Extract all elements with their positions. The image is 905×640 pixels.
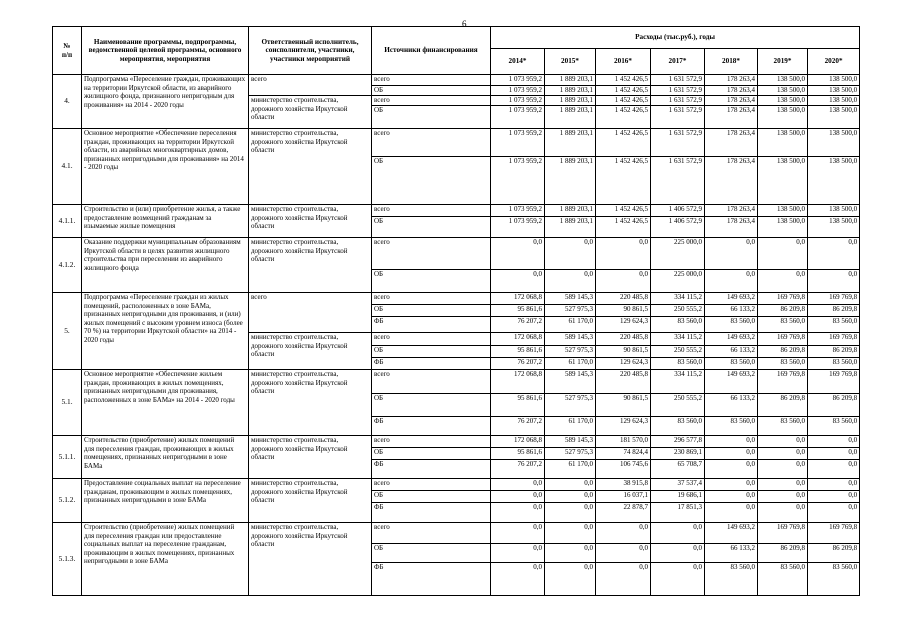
responsible-executor: министерство строительства, дорожного хозяйства Иркутской области: [249, 238, 372, 293]
expense-value: 0,0: [545, 503, 596, 523]
responsible-executor: министерство строительства, дорожного хозяйства Иркутской области: [249, 479, 372, 523]
expense-value: 0,0: [596, 563, 651, 596]
header-year: 2016*: [596, 49, 651, 75]
expense-value: 86 209,8: [758, 544, 808, 563]
funding-source: ФБ: [372, 317, 491, 333]
expense-value: 527 975,3: [545, 346, 596, 358]
expense-value: 178 263,4: [705, 86, 758, 96]
expense-value: 1 631 572,9: [651, 129, 705, 157]
expense-value: 527 975,3: [545, 305, 596, 317]
expense-value: 0,0: [758, 479, 808, 491]
expense-value: 0,0: [705, 436, 758, 448]
table-row: [53, 523, 860, 544]
expense-value: 61 170,0: [545, 460, 596, 479]
expense-value: 0,0: [491, 523, 545, 544]
item-name: Оказание поддержки муниципальным образованиям Иркутской области в целях развития жилищного строительства при переселении из аварийного жилищного фонда: [82, 238, 249, 293]
expense-value: 138 500,0: [808, 75, 860, 86]
expense-value: 1 073 959,2: [491, 129, 545, 157]
expense-value: 1 452 426,5: [596, 129, 651, 157]
expense-value: 66 133,2: [705, 544, 758, 563]
expense-value: 178 263,4: [705, 96, 758, 106]
funding-source: ОБ: [372, 491, 491, 503]
responsible-executor: министерство строительства, дорожного хозяйства Иркутской области: [249, 523, 372, 596]
responsible-executor: министерство строительства, дорожного хозяйства Иркутской области: [249, 436, 372, 479]
expense-value: 169 769,8: [758, 293, 808, 305]
expense-value: 90 861,5: [596, 346, 651, 358]
expense-value: 589 145,3: [545, 293, 596, 305]
expense-value: 230 869,1: [651, 448, 705, 460]
expense-value: 1 452 426,5: [596, 86, 651, 96]
expense-value: 1 631 572,9: [651, 106, 705, 129]
expense-value: 178 263,4: [705, 217, 758, 238]
expense-value: 0,0: [808, 448, 860, 460]
expense-value: 19 686,1: [651, 491, 705, 503]
header-responsible: Ответственный исполнитель, соисполнители, участники, участники мероприятий: [249, 27, 372, 75]
item-number: 5.1.1.: [53, 436, 82, 479]
table-row: [53, 205, 860, 217]
expense-value: 169 769,8: [758, 370, 808, 394]
expense-value: 129 624,3: [596, 317, 651, 333]
table-row: [53, 293, 860, 305]
expense-value: 1 889 203,1: [545, 75, 596, 86]
expense-value: 220 485,8: [596, 333, 651, 346]
table-row: [53, 75, 860, 86]
funding-source: всего: [372, 333, 491, 346]
item-name: Строительство (приобретение) жилых помещений для переселения граждан, проживающих в жилых помещениях, признанных непригодными в зоне БАМа: [82, 436, 249, 479]
expense-value: 138 500,0: [758, 205, 808, 217]
expense-value: 169 769,8: [758, 333, 808, 346]
expense-value: 0,0: [808, 479, 860, 491]
item-number: 4.1.1.: [53, 205, 82, 238]
expense-value: 90 861,5: [596, 394, 651, 417]
expense-value: 172 068,8: [491, 436, 545, 448]
funding-source: всего: [372, 96, 491, 106]
expense-value: 1 452 426,5: [596, 96, 651, 106]
expense-value: 0,0: [651, 563, 705, 596]
expense-value: 38 915,8: [596, 479, 651, 491]
item-name: Строительство (приобретение) жилых помещений для переселения граждан или предоставление социальных выплат на переселение гражданам, проживающим в жилых помещениях, признанных непригодными в зоне БАМа: [82, 523, 249, 596]
expense-value: 0,0: [596, 238, 651, 270]
expense-value: 0,0: [545, 238, 596, 270]
expense-value: 83 560,0: [808, 358, 860, 370]
funding-source: ОБ: [372, 394, 491, 417]
expense-value: 61 170,0: [545, 358, 596, 370]
funding-source: ФБ: [372, 460, 491, 479]
expense-value: 95 861,6: [491, 448, 545, 460]
table-row: [53, 238, 860, 270]
expense-value: 172 068,8: [491, 370, 545, 394]
expense-value: 138 500,0: [758, 86, 808, 96]
table-row: [53, 370, 860, 394]
expense-value: 1 452 426,5: [596, 217, 651, 238]
expense-value: 169 769,8: [808, 293, 860, 305]
expense-value: 250 555,2: [651, 346, 705, 358]
expense-value: 83 560,0: [705, 358, 758, 370]
expense-value: 1 073 959,2: [491, 106, 545, 129]
expense-value: 0,0: [491, 238, 545, 270]
expense-value: 220 485,8: [596, 293, 651, 305]
item-name: Основное мероприятие «Обеспечение переселения граждан, проживающих на территории Иркутской области, из аварийных многоквартирных домов, признанных непригодными для проживания» на 2014 - 2020 годы: [82, 129, 249, 205]
expense-value: 0,0: [545, 491, 596, 503]
expense-value: 1 452 426,5: [596, 157, 651, 205]
responsible-executor: министерство строительства, дорожного хозяйства Иркутской области: [249, 96, 372, 129]
responsible-executor: министерство строительства, дорожного хозяйства Иркутской области: [249, 205, 372, 238]
table-row: [53, 479, 860, 491]
item-number: 5.1.2.: [53, 479, 82, 523]
expense-value: 138 500,0: [808, 96, 860, 106]
expense-value: 22 878,7: [596, 503, 651, 523]
expense-value: 169 769,8: [808, 370, 860, 394]
funding-source: ФБ: [372, 358, 491, 370]
expense-value: 0,0: [705, 491, 758, 503]
expense-value: 589 145,3: [545, 370, 596, 394]
funding-source: ОБ: [372, 86, 491, 96]
expense-value: 86 209,8: [808, 544, 860, 563]
expense-value: 0,0: [545, 563, 596, 596]
funding-source: ОБ: [372, 270, 491, 293]
expense-value: 76 207,2: [491, 358, 545, 370]
funding-source: всего: [372, 129, 491, 157]
expense-value: 0,0: [596, 523, 651, 544]
header-name: Наименование программы, подпрограммы, ведомственной целевой программы, основного мероприятия, мероприятия: [82, 27, 249, 75]
expense-value: 0,0: [758, 491, 808, 503]
funding-source: ОБ: [372, 305, 491, 317]
funding-source: ОБ: [372, 346, 491, 358]
expense-value: 0,0: [545, 479, 596, 491]
expense-value: 61 170,0: [545, 317, 596, 333]
expense-value: 1 452 426,5: [596, 106, 651, 129]
expense-value: 334 115,2: [651, 333, 705, 346]
expense-value: 250 555,2: [651, 394, 705, 417]
expense-value: 1 452 426,5: [596, 205, 651, 217]
expense-value: 149 693,2: [705, 293, 758, 305]
header-expenses: Расходы (тыс.руб.), годы: [491, 27, 860, 49]
item-name: Строительство и (или) приобретение жилья, а также предоставление возмещений гражданам за изымаемые жилые помещения: [82, 205, 249, 238]
expense-value: 172 068,8: [491, 293, 545, 305]
expense-value: 0,0: [808, 491, 860, 503]
expense-value: 1 406 572,9: [651, 205, 705, 217]
expense-value: 86 209,8: [808, 394, 860, 417]
expense-value: 1 889 203,1: [545, 157, 596, 205]
expense-value: 106 745,6: [596, 460, 651, 479]
expense-value: 0,0: [808, 436, 860, 448]
expense-value: 0,0: [758, 503, 808, 523]
item-number: 5.1.: [53, 370, 82, 436]
funding-source: всего: [372, 75, 491, 86]
header-year: 2020*: [808, 49, 860, 75]
expense-value: 76 207,2: [491, 417, 545, 436]
expense-value: 225 000,0: [651, 270, 705, 293]
expense-value: 138 500,0: [758, 129, 808, 157]
expense-value: 172 068,8: [491, 333, 545, 346]
table-row: [53, 436, 860, 448]
expense-value: 0,0: [596, 270, 651, 293]
expense-value: 0,0: [808, 270, 860, 293]
expense-value: 169 769,8: [758, 523, 808, 544]
header-year: 2014*: [491, 49, 545, 75]
expense-value: 65 708,7: [651, 460, 705, 479]
expense-value: 149 693,2: [705, 523, 758, 544]
expense-value: 0,0: [651, 544, 705, 563]
expense-value: 1 073 959,2: [491, 157, 545, 205]
funding-source: всего: [372, 436, 491, 448]
expense-value: 86 209,8: [808, 346, 860, 358]
expense-value: 138 500,0: [758, 157, 808, 205]
expense-value: 86 209,8: [758, 394, 808, 417]
expense-value: 1 889 203,1: [545, 96, 596, 106]
expense-value: 83 560,0: [808, 563, 860, 596]
expense-value: 0,0: [705, 460, 758, 479]
expense-value: 0,0: [705, 503, 758, 523]
header-year: 2018*: [705, 49, 758, 75]
expense-value: 0,0: [491, 544, 545, 563]
funding-source: ФБ: [372, 503, 491, 523]
item-number: 4.: [53, 75, 82, 129]
header-no: № п/п: [53, 27, 82, 75]
expense-value: 83 560,0: [758, 317, 808, 333]
expense-value: 74 824,4: [596, 448, 651, 460]
header-year: 2017*: [651, 49, 705, 75]
expense-value: 83 560,0: [758, 563, 808, 596]
expense-value: 0,0: [491, 479, 545, 491]
expense-value: 61 170,0: [545, 417, 596, 436]
expense-value: 0,0: [545, 523, 596, 544]
expense-value: 138 500,0: [808, 86, 860, 96]
table-row: [53, 129, 860, 157]
expense-value: 83 560,0: [808, 417, 860, 436]
expense-value: 178 263,4: [705, 157, 758, 205]
expense-value: 334 115,2: [651, 293, 705, 305]
funding-source: ОБ: [372, 157, 491, 205]
expense-value: 83 560,0: [808, 317, 860, 333]
expense-value: 86 209,8: [758, 305, 808, 317]
expense-value: 0,0: [705, 270, 758, 293]
expense-value: 66 133,2: [705, 305, 758, 317]
responsible-executor: министерство строительства, дорожного хозяйства Иркутской области: [249, 333, 372, 370]
expense-value: 138 500,0: [808, 217, 860, 238]
expense-value: 138 500,0: [758, 75, 808, 86]
expense-value: 66 133,2: [705, 394, 758, 417]
expense-value: 1 073 959,2: [491, 75, 545, 86]
expense-value: 0,0: [651, 523, 705, 544]
item-name: Предоставление социальных выплат на переселение гражданам, проживающим в жилых помещениях, признанных непригодными в зоне БАМа: [82, 479, 249, 523]
financing-table: [52, 26, 860, 596]
funding-source: всего: [372, 370, 491, 394]
funding-source: ОБ: [372, 217, 491, 238]
expense-value: 0,0: [491, 491, 545, 503]
expense-value: 178 263,4: [705, 205, 758, 217]
responsible-executor: всего: [249, 75, 372, 96]
expense-value: 17 851,3: [651, 503, 705, 523]
expense-value: 149 693,2: [705, 370, 758, 394]
expense-value: 83 560,0: [758, 417, 808, 436]
expense-value: 1 889 203,1: [545, 129, 596, 157]
funding-source: всего: [372, 523, 491, 544]
expense-value: 1 073 959,2: [491, 96, 545, 106]
page-number: 6: [462, 19, 467, 29]
expense-value: 0,0: [491, 270, 545, 293]
funding-source: всего: [372, 479, 491, 491]
expense-value: 0,0: [491, 503, 545, 523]
expense-value: 83 560,0: [758, 358, 808, 370]
expense-value: 37 537,4: [651, 479, 705, 491]
responsible-executor: министерство строительства, дорожного хозяйства Иркутской области: [249, 370, 372, 436]
expense-value: 138 500,0: [808, 157, 860, 205]
expense-value: 225 000,0: [651, 238, 705, 270]
expense-value: 138 500,0: [808, 129, 860, 157]
expense-value: 589 145,3: [545, 333, 596, 346]
expense-value: 0,0: [758, 448, 808, 460]
expense-value: 178 263,4: [705, 106, 758, 129]
expense-value: 1 889 203,1: [545, 217, 596, 238]
expense-value: 0,0: [758, 238, 808, 270]
funding-source: ОБ: [372, 106, 491, 129]
expense-value: 149 693,2: [705, 333, 758, 346]
expense-value: 95 861,6: [491, 305, 545, 317]
expense-value: 0,0: [545, 544, 596, 563]
item-name: Основное мероприятие «Обеспечение жильем граждан, проживающих в жилых помещениях, признанных непригодными для проживания, расположенных в зоне БАМа» на 2014 - 2020 годы: [82, 370, 249, 436]
expense-value: 83 560,0: [705, 563, 758, 596]
expense-value: 129 624,3: [596, 358, 651, 370]
header-sources: Источники финансирования: [372, 27, 491, 75]
expense-value: 76 207,2: [491, 317, 545, 333]
expense-value: 1 452 426,5: [596, 75, 651, 86]
expense-value: 129 624,3: [596, 417, 651, 436]
funding-source: всего: [372, 238, 491, 270]
expense-value: 1 631 572,9: [651, 157, 705, 205]
expense-value: 527 975,3: [545, 448, 596, 460]
expense-value: 83 560,0: [651, 358, 705, 370]
funding-source: ОБ: [372, 544, 491, 563]
expense-value: 1 889 203,1: [545, 106, 596, 129]
expense-value: 178 263,4: [705, 129, 758, 157]
expense-value: 178 263,4: [705, 75, 758, 86]
item-number: 4.1.2.: [53, 238, 82, 293]
expense-value: 0,0: [705, 448, 758, 460]
expense-value: 169 769,8: [808, 523, 860, 544]
expense-value: 138 500,0: [758, 106, 808, 129]
expense-value: 1 073 959,2: [491, 86, 545, 96]
expense-value: 1 889 203,1: [545, 86, 596, 96]
expense-value: 138 500,0: [808, 205, 860, 217]
expense-value: 0,0: [596, 544, 651, 563]
expense-value: 1 631 572,9: [651, 75, 705, 86]
expense-value: 0,0: [758, 436, 808, 448]
expense-value: 95 861,6: [491, 346, 545, 358]
expense-value: 66 133,2: [705, 346, 758, 358]
item-number: 5.1.3.: [53, 523, 82, 596]
expense-value: 16 037,1: [596, 491, 651, 503]
expense-value: 138 500,0: [758, 217, 808, 238]
expense-value: 334 115,2: [651, 370, 705, 394]
expense-value: 220 485,8: [596, 370, 651, 394]
expense-value: 138 500,0: [758, 96, 808, 106]
expense-value: 1 631 572,9: [651, 96, 705, 106]
expense-value: 296 577,8: [651, 436, 705, 448]
expense-value: 76 207,2: [491, 460, 545, 479]
expense-value: 0,0: [808, 238, 860, 270]
funding-source: ФБ: [372, 417, 491, 436]
expense-value: 0,0: [808, 503, 860, 523]
item-name: Подпрограмма «Переселение граждан из жилых помещений, расположенных в зоне БАМа, признанных непригодными для проживания, и (или) жилых помещений с высоким уровнем износа (более 70 %) на территории Иркутской области» на 2014 - 2020 годы: [82, 293, 249, 370]
funding-source: всего: [372, 293, 491, 305]
header-year: 2019*: [758, 49, 808, 75]
expense-value: 86 209,8: [758, 346, 808, 358]
expense-value: 0,0: [758, 270, 808, 293]
expense-value: 527 975,3: [545, 394, 596, 417]
item-number: 5.: [53, 293, 82, 370]
expense-value: 83 560,0: [651, 417, 705, 436]
item-name: Подпрограмма «Переселение граждан, проживающих на территории Иркутской области, из аварийного жилищного фонда, признанного непригодным для проживания» на 2014 - 2020 годы: [82, 75, 249, 129]
funding-source: ОБ: [372, 448, 491, 460]
responsible-executor: министерство строительства, дорожного хозяйства Иркутской области: [249, 129, 372, 205]
funding-source: всего: [372, 205, 491, 217]
expense-value: 589 145,3: [545, 436, 596, 448]
expense-value: 1 073 959,2: [491, 205, 545, 217]
expense-value: 90 861,5: [596, 305, 651, 317]
expense-value: 0,0: [705, 479, 758, 491]
header-year: 2015*: [545, 49, 596, 75]
expense-value: 86 209,8: [808, 305, 860, 317]
expense-value: 1 631 572,9: [651, 86, 705, 96]
expense-value: 0,0: [808, 460, 860, 479]
expense-value: 0,0: [758, 460, 808, 479]
expense-value: 1 406 572,9: [651, 217, 705, 238]
expense-value: 0,0: [705, 238, 758, 270]
funding-source: ФБ: [372, 563, 491, 596]
expense-value: 181 570,0: [596, 436, 651, 448]
responsible-executor: всего: [249, 293, 372, 333]
expense-value: 83 560,0: [705, 317, 758, 333]
expense-value: 83 560,0: [651, 317, 705, 333]
expense-value: 95 861,6: [491, 394, 545, 417]
expense-value: 0,0: [491, 563, 545, 596]
expense-value: 250 555,2: [651, 305, 705, 317]
item-number: 4.1.: [53, 129, 82, 205]
expense-value: 1 889 203,1: [545, 205, 596, 217]
expense-value: 1 073 959,2: [491, 217, 545, 238]
expense-value: 0,0: [545, 270, 596, 293]
expense-value: 83 560,0: [705, 417, 758, 436]
expense-value: 138 500,0: [808, 106, 860, 129]
expense-value: 169 769,8: [808, 333, 860, 346]
